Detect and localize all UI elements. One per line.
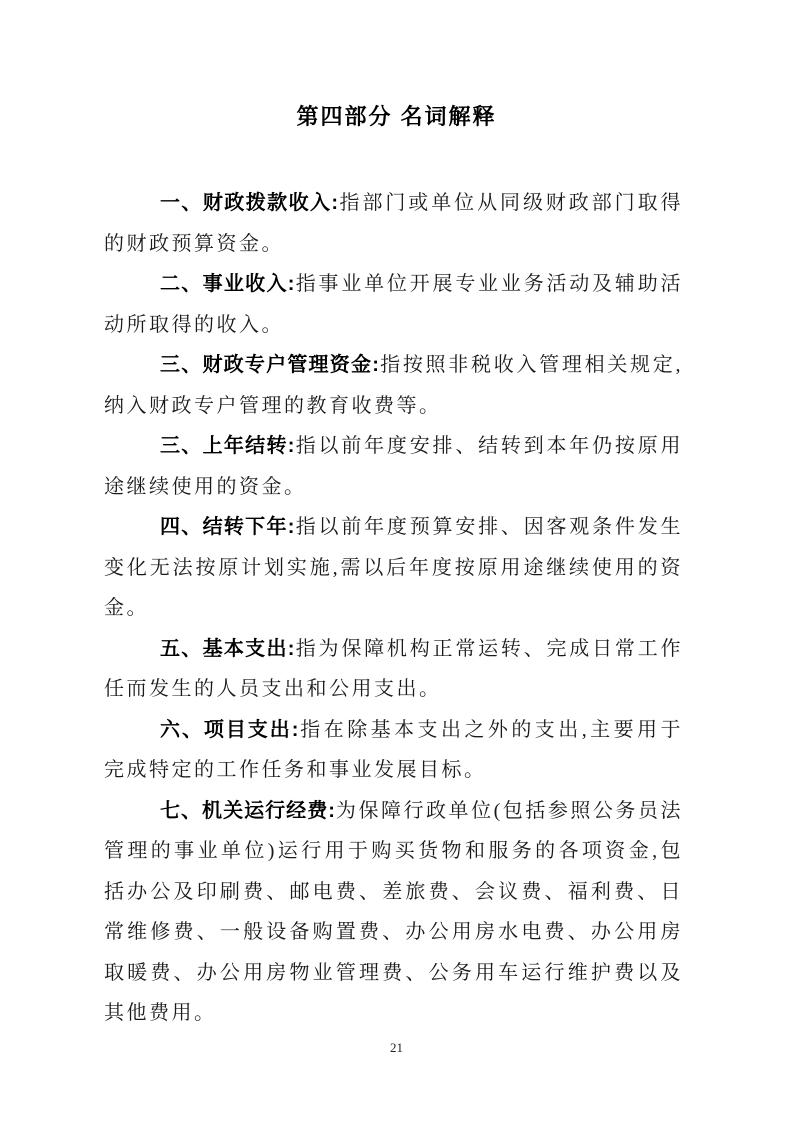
term-label: 三、上年结转: [160,435,296,457]
term-definition-paragraph [104,183,683,264]
page-title: 第四部分 名词解释 [296,104,497,129]
definition-text: 指为保障机构正常运转、完成日常工作任而发生的人员支出和公用支出。 [104,637,683,700]
glossary-content [104,183,683,1034]
term-definition-paragraph [104,507,683,629]
term-definition-paragraph [104,264,683,345]
term-definition-paragraph [104,710,683,791]
definition-text: 指以前年度预算安排、因客观条件发生变化无法按原计划实施,需以后年度按原用途继续使用的资金。 [104,516,683,619]
term-label: 七、机关运行经费: [160,799,336,822]
term-definition-paragraph [104,629,683,710]
definition-text: 指按照非税收入管理相关规定,纳入财政专户管理的教育收费等。 [104,354,683,417]
term-definition-paragraph [104,345,683,426]
term-label: 二、事业收入: [160,273,296,295]
definition-text: 指在除基本支出之外的支出,主要用于完成特定的工作任务和事业发展目标。 [104,718,683,781]
definition-text: 指事业单位开展专业业务活动及辅助活动所取得的收入。 [104,273,683,336]
term-label: 六、项目支出: [160,718,300,741]
term-definition-paragraph [104,426,683,507]
page-number: 21 [390,1040,403,1055]
term-label: 五、基本支出: [160,637,296,660]
term-label: 一、财政拨款收入: [160,192,340,214]
definition-text: 为保障行政单位(包括参照公务员法管理的事业单位)运行用于购买货物和服务的各项资金,包括办公及印刷费、邮电费、差旅费、会议费、福利费、日常维修费、一般设备购置费、办公用房水电费、办公用房取暖费、办公用房物业管理费、公务用车运行维护费以及其他费用。 [104,799,683,1024]
term-label: 三、财政专户管理资金: [160,354,380,376]
definition-text: 指以前年度安排、结转到本年仍按原用途继续使用的资金。 [104,435,683,498]
term-label: 四、结转下年: [160,516,296,538]
definition-text: 指部门或单位从同级财政部门取得的财政预算资金。 [104,192,684,255]
term-definition-paragraph [104,791,683,1034]
